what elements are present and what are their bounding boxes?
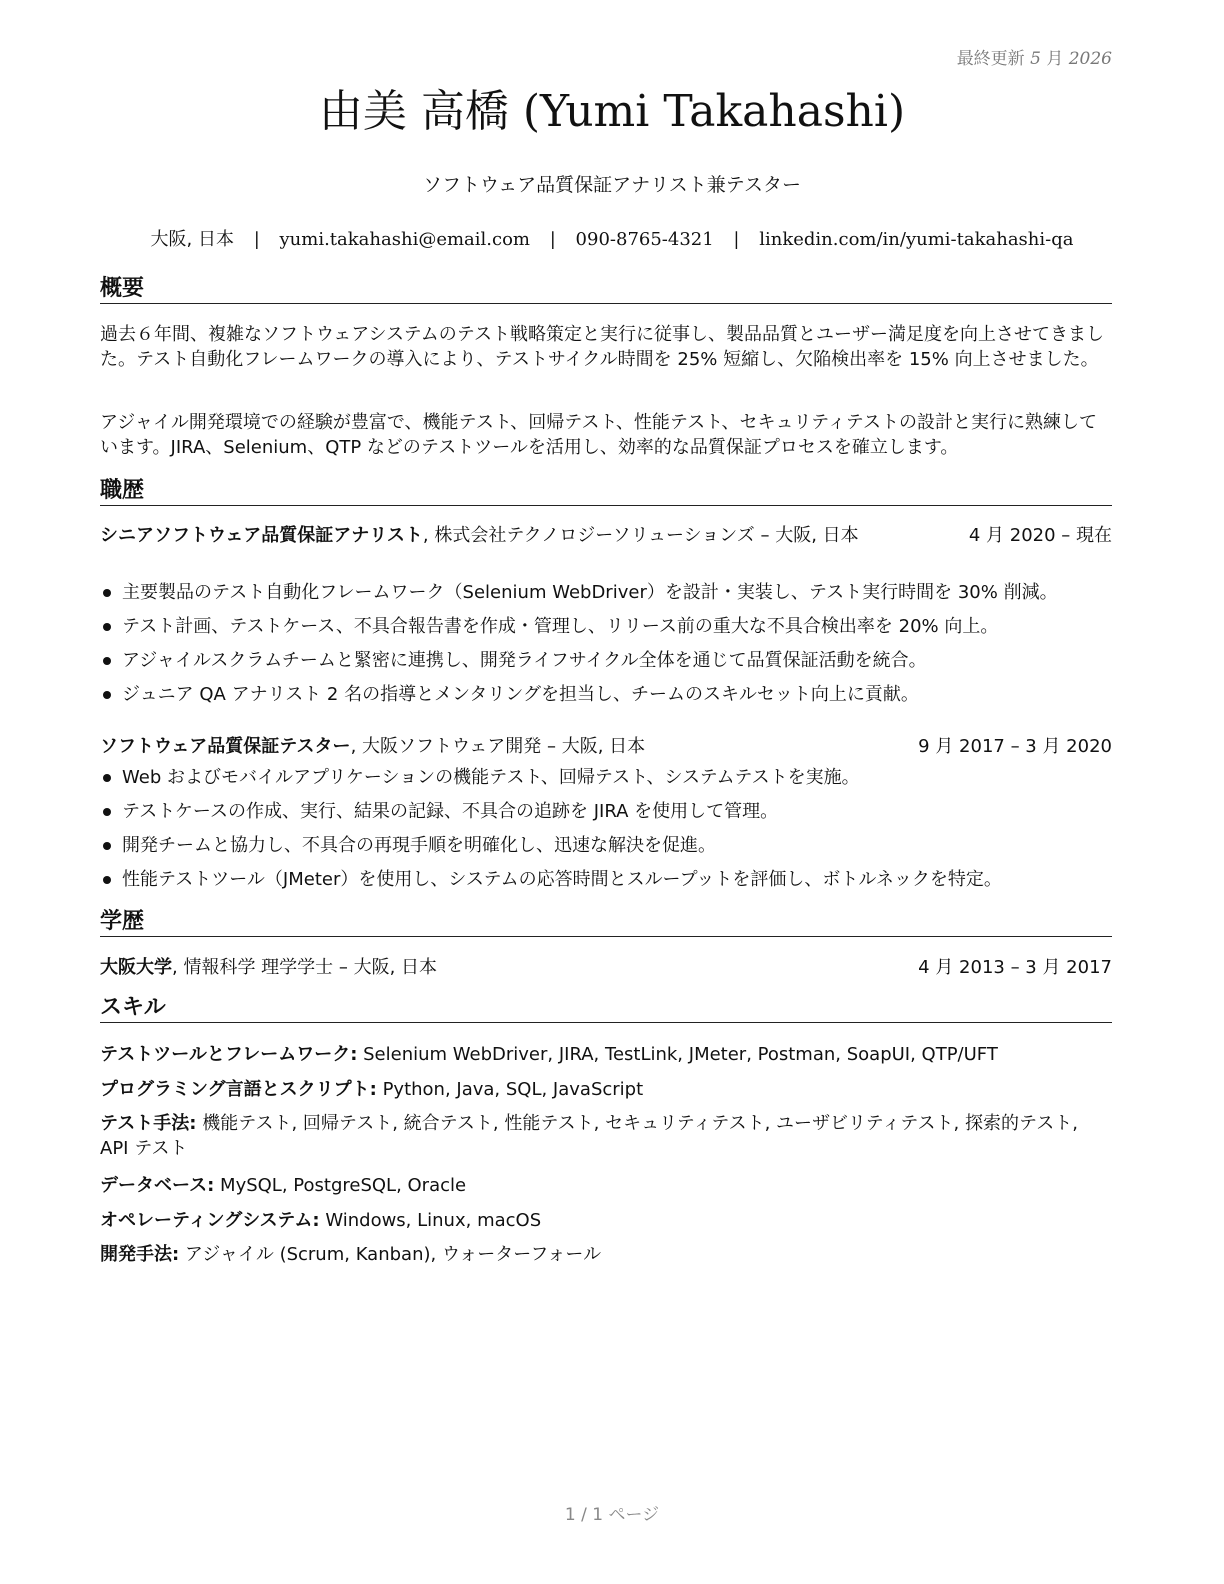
skill-row: プログラミング言語とスクリプト: Python, Java, SQL, JavaScript (100, 1079, 644, 1100)
list-item: アジャイルスクラムチームと緊密に連携し、開発ライフサイクル全体を通じて品質保証活動を統合。 (100, 648, 1112, 682)
job-dates-1: 4 月 2020 – 現在 (968, 525, 1112, 546)
job-bullets-1 (100, 580, 1112, 716)
contact-separator: | (733, 229, 740, 250)
bullet-icon (103, 808, 111, 816)
education-school: 大阪大学 (100, 957, 172, 978)
job-title-1: シニアソフトウェア品質保証アナリスト (100, 525, 423, 546)
list-item: Web およびモバイルアプリケーションの機能テスト、回帰テスト、システムテストを実施。 (100, 765, 1112, 799)
skill-row: 開発手法: アジャイル (Scrum, Kanban), ウォーターフォール (100, 1244, 602, 1265)
summary-paragraph-1: 過去６年間、複雑なソフトウェアシステムのテスト戦略策定と実行に従事し、製品品質とユーザー満足度を向上させてきました。テスト自動化フレームワークの導入により、テストサイクル時間を 25% 短縮し、欠陥検出率を 15% 向上させました。 (100, 324, 1105, 370)
contact-phone[interactable]: 090-8765-4321 (575, 229, 714, 250)
skill-row: テストツールとフレームワーク: Selenium WebDriver, JIRA, TestLink, JMeter, Postman, SoapUI, QTP/UFT (100, 1044, 998, 1065)
job-title: ソフトウェア品質保証アナリスト兼テスター (422, 174, 802, 196)
last-updated (957, 44, 1112, 69)
contact-separator: | (549, 229, 556, 250)
candidate-name: 由美 高橋 (Yumi Takahashi) (318, 86, 906, 137)
job-company-2: , 大阪ソフトウェア開発 – 大阪, 日本 (350, 736, 646, 757)
bullet-icon (103, 691, 111, 699)
job-title-2: ソフトウェア品質保証テスター (100, 736, 351, 757)
list-item: ジュニア QA アナリスト 2 名の指導とメンタリングを担当し、チームのスキルセット向上に貢献。 (100, 682, 1112, 716)
bullet-icon (103, 774, 111, 782)
bullet-icon (103, 657, 111, 665)
bullet-icon (103, 589, 111, 597)
summary-paragraph-2: アジャイル開発環境での経験が豊富で、機能テスト、回帰テスト、性能テスト、セキュリティテストの設計と実行に熟練しています。JIRA、Selenium、QTP などのテストツールを活用し、効率的な品質保証プロセスを確立します。 (100, 412, 1098, 458)
last-updated-month: 5 (1030, 49, 1041, 69)
education-dates: 4 月 2013 – 3 月 2017 (918, 957, 1112, 978)
list-item: 開発チームと協力し、不具合の再現手順を明確化し、迅速な解決を促進。 (100, 833, 1112, 867)
skills-heading: スキル (100, 995, 1112, 1023)
job-header-1 (100, 523, 1112, 548)
education-entry (100, 955, 1112, 980)
job-header-2 (100, 734, 1112, 759)
bullet-icon (103, 623, 111, 631)
list-item: 性能テストツール（JMeter）を使用し、システムの応答時間とスループットを評価し、ボトルネックを特定。 (100, 867, 1112, 901)
job-bullets-2 (100, 765, 1112, 901)
list-item: テストケースの作成、実行、結果の記録、不具合の追跡を JIRA を使用して管理。 (100, 799, 1112, 833)
bullet-icon (103, 842, 111, 850)
page-indicator: 1 / 1 ページ (564, 1505, 660, 1525)
bullet-icon (103, 876, 111, 884)
education-heading: 学歴 (100, 909, 1112, 937)
contact-linkedin[interactable]: linkedin.com/in/yumi-takahashi-qa (759, 229, 1074, 250)
education-degree: , 情報科学 理学学士 – 大阪, 日本 (172, 957, 438, 978)
job-company-1: , 株式会社テクノロジーソリューションズ – 大阪, 日本 (422, 525, 859, 546)
skill-row: オペレーティングシステム: Windows, Linux, macOS (100, 1210, 542, 1231)
last-updated-label: 最終更新 (956, 49, 1025, 69)
skill-row: テスト手法: 機能テスト, 回帰テスト, 統合テスト, 性能テスト, セキュリティテスト, ユーザビリティテスト, 探索的テスト, API テスト (100, 1113, 1078, 1159)
contact-separator: | (253, 229, 260, 250)
contact-location: 大阪, 日本 (150, 229, 234, 250)
skill-row: データベース: MySQL, PostgreSQL, Oracle (100, 1175, 467, 1196)
job-dates-2: 9 月 2017 – 3 月 2020 (918, 736, 1112, 757)
last-updated-year: 2026 (1068, 49, 1112, 69)
contact-line (0, 225, 1224, 251)
summary-heading: 概要 (100, 276, 1112, 304)
last-updated-month-unit: 月 (1046, 49, 1064, 69)
list-item: 主要製品のテスト自動化フレームワーク（Selenium WebDriver）を設計・実装し、テスト実行時間を 30% 削減。 (100, 580, 1112, 614)
contact-email[interactable]: yumi.takahashi@email.com (279, 229, 530, 250)
experience-heading: 職歴 (100, 478, 1112, 506)
list-item: テスト計画、テストケース、不具合報告書を作成・管理し、リリース前の重大な不具合検出率を 20% 向上。 (100, 614, 1112, 648)
